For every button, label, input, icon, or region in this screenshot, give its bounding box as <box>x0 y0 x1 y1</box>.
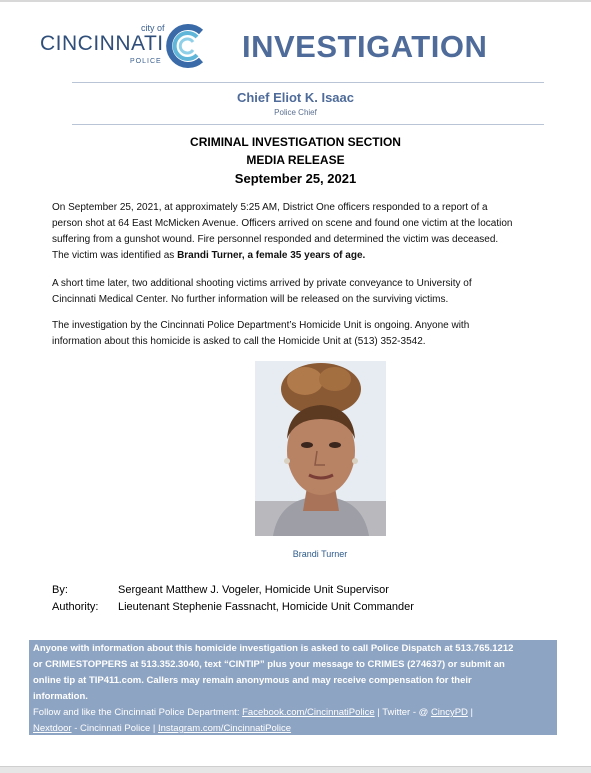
by-label: By: <box>52 584 68 596</box>
chief-title: Police Chief <box>274 108 317 117</box>
twitter-end: | <box>467 707 473 718</box>
page-title: INVESTIGATION <box>242 29 488 64</box>
photo-caption: Brandi Turner <box>292 549 348 559</box>
footer-social-line <box>33 705 555 721</box>
paragraph-incident <box>52 200 552 264</box>
text-line <box>52 248 552 264</box>
twitter-sep: | Twitter - @ <box>374 707 431 718</box>
victim-photo <box>255 361 386 536</box>
instagram-link[interactable]: Instagram.com/CincinnatiPolice <box>157 723 292 734</box>
footer-line: online tip at TIP411.com. Callers may remain anonymous and may receive compensation for their <box>33 675 472 686</box>
footer-line: or CRIMESTOPPERS at 513.352.3040, text “CINTIP” plus your message to CRIMES (274637) or submit an <box>33 659 505 670</box>
text-line: The investigation by the Cincinnati Police Department’s Homicide Unit is ongoing. Anyone with <box>52 320 470 331</box>
text-line: A short time later, two additional shooting victims arrived by private conveyance to University of <box>52 278 472 289</box>
footer-text <box>33 641 555 737</box>
logo-city-of: city of <box>141 23 165 33</box>
nextdoor-link[interactable]: Nextdoor <box>33 723 72 734</box>
victim-identity: Brandi Turner, a female 35 years of age. <box>177 250 366 261</box>
follow-text: Follow and like the Cincinnati Police Department: <box>33 707 243 718</box>
header-divider-top <box>72 82 544 83</box>
paragraph-additional-victims <box>52 276 552 308</box>
chief-name: Chief Eliot K. Isaac <box>236 90 355 105</box>
release-date: September 25, 2021 <box>234 171 357 186</box>
page-top-edge <box>0 0 591 2</box>
release-type: MEDIA RELEASE <box>246 153 345 167</box>
text-line: information about this homicide is asked to call the Homicide Unit at (513) 352-3542. <box>52 336 426 347</box>
cincinnati-police-logo <box>38 22 210 72</box>
text-line: Cincinnati Medical Center. No further information will be released on the surviving victims. <box>52 294 449 305</box>
twitter-link[interactable]: CincyPD <box>430 707 468 718</box>
header-divider-bottom <box>72 124 544 125</box>
footer-line: Anyone with information about this homicide investigation is asked to call Police Dispatch at 513.765.1212 <box>33 643 514 654</box>
by-value: Sergeant Matthew J. Vogeler, Homicide Unit Supervisor <box>118 584 389 596</box>
paragraph-investigation <box>52 318 552 350</box>
facebook-link[interactable]: Facebook.com/CincinnatiPolice <box>242 707 375 718</box>
nextdoor-text: - Cincinnati Police | <box>71 723 158 734</box>
text-line: person shot at 64 East McMicken Avenue. Officers arrived on scene and found one victim at the location <box>52 218 513 229</box>
footer-social-line <box>33 721 555 737</box>
section-heading: CRIMINAL INVESTIGATION SECTION <box>190 135 401 149</box>
text-line: suffering from a gunshot wound. Fire personnel responded and determined the victim was deceased. <box>52 234 499 245</box>
logo-police: POLICE <box>130 58 162 65</box>
logo-c-swirl-icon <box>163 22 209 70</box>
footer-line: information. <box>33 691 88 702</box>
authority-label: Authority: <box>52 601 99 613</box>
victim-intro: The victim was identified as <box>52 250 178 261</box>
authority-value: Lieutenant Stephenie Fassnacht, Homicide Unit Commander <box>118 601 414 613</box>
logo-cincinnati: CINCINNATI <box>40 32 164 55</box>
text-line: On September 25, 2021, at approximately 5:25 AM, District One officers responded to a report of a <box>52 202 488 213</box>
